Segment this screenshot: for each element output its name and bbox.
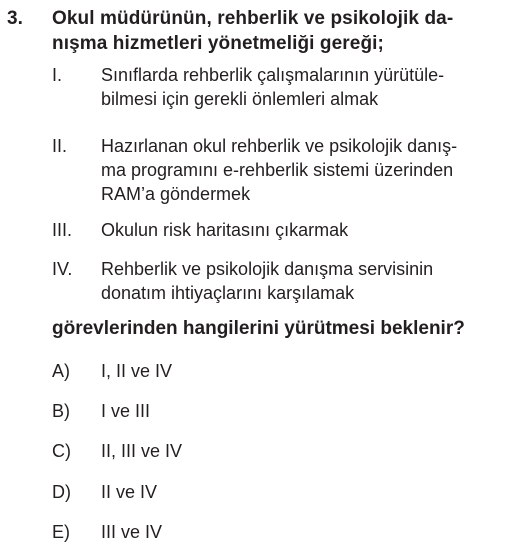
statement-line: RAM’a göndermek (101, 184, 251, 204)
question-stem-line: nışma hizmetleri yönetmeliği gereği; (52, 33, 384, 54)
answer-option-d[interactable] (0, 480, 516, 506)
option-letter: D) (52, 482, 71, 502)
statement-text (101, 63, 513, 111)
answer-option-e[interactable] (0, 520, 516, 546)
statement-text (101, 134, 513, 206)
option-text: I ve III (101, 401, 151, 421)
option-letter: E) (52, 522, 70, 542)
statement-line: Sınıflarda rehberlik çalışmalarının yürütüle- (101, 65, 445, 85)
option-text: II ve IV (101, 482, 158, 502)
option-letter: C) (52, 441, 71, 461)
answer-option-a[interactable] (0, 359, 516, 385)
statement-numeral: IV. (52, 259, 73, 279)
option-text: I, II ve IV (101, 361, 173, 381)
statement-line: Rehberlik ve psikolojik danışma servisinin (101, 259, 434, 279)
statement-line: Okulun risk haritasını çıkarmak (101, 220, 349, 240)
option-letter: A) (52, 361, 70, 381)
statement-numeral: II. (52, 136, 68, 156)
question-number: 3. (7, 8, 23, 29)
statement-numeral: III. (52, 220, 73, 240)
question-stem-line: Okul müdürünün, rehberlik ve psikolojik da- (52, 8, 454, 29)
statement-line: bilmesi için gerekli önlemleri almak (101, 89, 379, 109)
statement-numeral: I. (52, 65, 63, 85)
option-text: II, III ve IV (101, 441, 183, 461)
option-letter: B) (52, 401, 70, 421)
question-stem (52, 6, 498, 56)
option-text: III ve IV (101, 522, 163, 542)
statement-line: ma programını e-rehberlik sistemi üzerinden (101, 160, 454, 180)
answer-option-b[interactable] (0, 399, 516, 425)
statement-text (101, 218, 513, 242)
statement-text (101, 257, 513, 305)
statement-line: donatım ihtiyaçlarını karşılamak (101, 283, 355, 303)
question-closing: görevlerinden hangilerini yürütmesi beklenir? (52, 318, 465, 339)
answer-option-c[interactable] (0, 439, 516, 465)
statement-line: Hazırlanan okul rehberlik ve psikolojik danış- (101, 136, 458, 156)
